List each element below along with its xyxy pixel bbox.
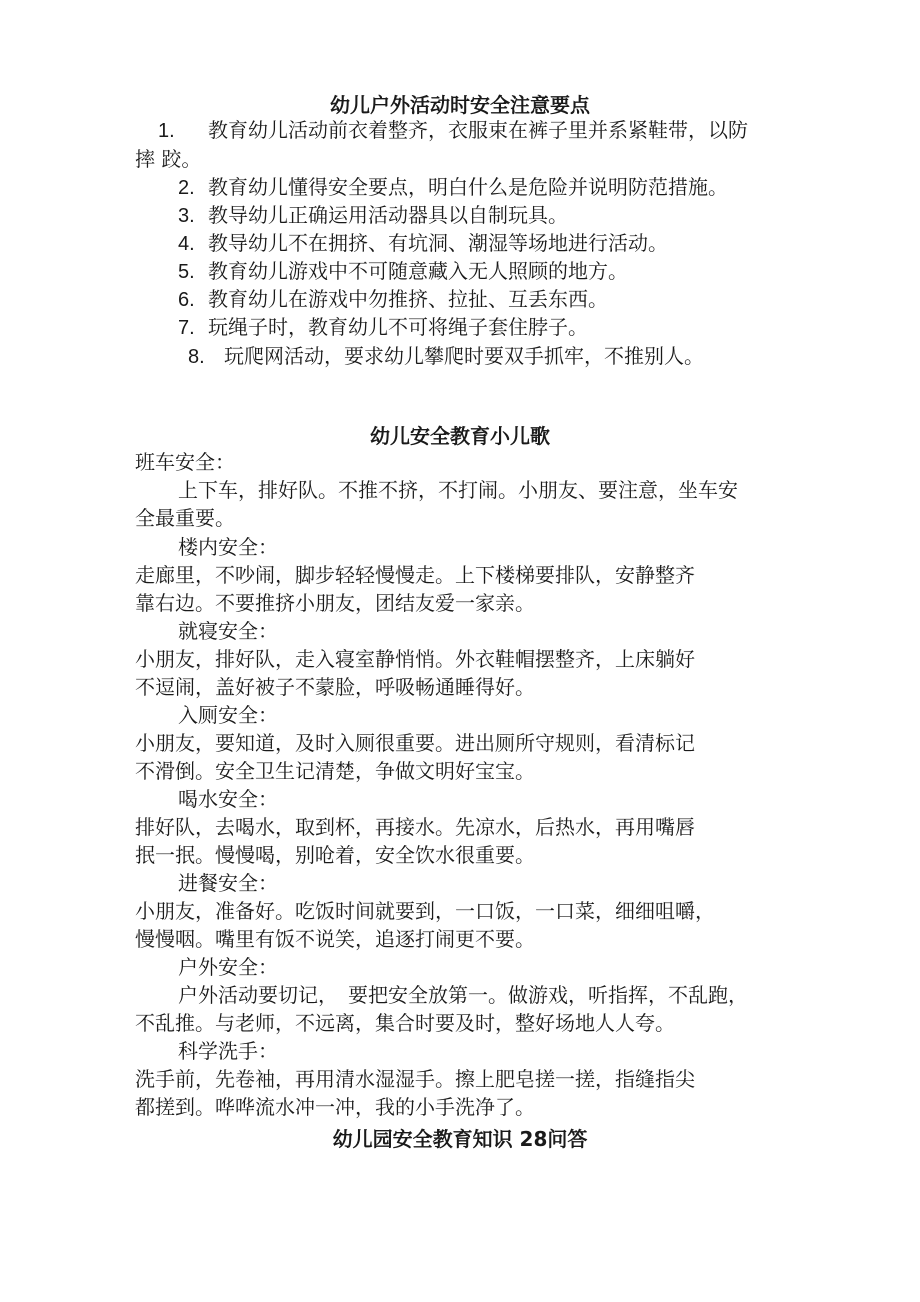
block-line: 洗手前，先卷袖，再用清水湿湿手。擦上肥皂搓一搓，指缝指尖 [135,1067,695,1091]
list-item-8 [188,344,704,369]
block-line: 排好队，去喝水，取到杯，再接水。先凉水，后热水，再用嘴唇 [135,815,695,839]
item-number: 5. [178,261,195,283]
block-line: 不乱推。与老师，不远离，集合时要及时，整好场地人人夸。 [135,1011,675,1035]
item-text: 教育幼儿游戏中不可随意藏入无人照顾的地方。 [208,259,628,283]
block-line: 走廊里，不吵闹，脚步轻轻慢慢走。上下楼梯要排队，安静整齐 [135,563,695,587]
block-line: 全最重要。 [135,506,235,530]
block-line: 不逗闹，盖好被子不蒙脸，呼吸畅通睡得好。 [135,675,535,699]
block-line: 小朋友，要知道，及时入厕很重要。进出厕所守规则，看清标记 [135,731,695,755]
item-number: 2. [178,177,195,199]
block-heading: 喝水安全： [178,787,278,811]
item-text: 教育幼儿在游戏中勿推挤、拉扯、互丢东西。 [208,287,608,311]
block-heading: 科学洗手： [178,1039,278,1063]
item-number: 3. [178,205,195,227]
item-number: 7. [178,317,195,339]
section2-title: 幼儿安全教育小儿歌 [370,424,550,448]
list-item-3 [178,203,568,228]
item-text: 教导幼儿不在拥挤、有坑洞、潮湿等场地进行活动。 [208,231,668,255]
item-number: 4. [178,233,195,255]
item-text: 教育幼儿懂得安全要点，明白什么是危险并说明防范措施。 [208,175,728,199]
block-line: 户外活动要切记， 要把安全放第一。做游戏，听指挥，不乱跑， [178,983,748,1007]
block-line: 小朋友，准备好。吃饭时间就要到，一口饭，一口菜，细细咀嚼， [135,899,715,923]
block-line: 不滑倒。安全卫生记清楚，争做文明好宝宝。 [135,759,535,783]
list-item-5 [178,259,628,284]
item-number: 1. [158,120,175,142]
block-heading: 进餐安全： [178,871,278,895]
item-number: 8. [188,346,205,368]
block-line: 抿一抿。慢慢喝，别呛着，安全饮水很重要。 [135,843,535,867]
item-text: 玩绳子时，教育幼儿不可将绳子套住脖子。 [208,315,588,339]
block-heading: 户外安全： [178,955,278,979]
list-item-2 [178,175,728,200]
block-line: 上下车，排好队。不推不挤，不打闹。小朋友、要注意，坐车安 [178,478,738,502]
block-line: 都搓到。哗哗流水冲一冲，我的小手洗净了。 [135,1095,535,1119]
block-line: 慢慢咽。嘴里有饭不说笑，追逐打闹更不要。 [135,927,535,951]
block-heading: 班车安全： [135,450,235,474]
block-line: 小朋友，排好队，走入寝室静悄悄。外衣鞋帽摆整齐，上床躺好 [135,647,695,671]
section3-title: 幼儿园安全教育知识 28问答 [332,1127,588,1151]
list-item-7 [178,315,588,340]
list-item-4 [178,231,668,256]
list-item-1 [158,118,748,143]
block-heading: 就寝安全： [178,619,278,643]
item-text: 教育幼儿活动前衣着整齐，衣服束在裤子里并系紧鞋带，以防 [208,118,748,142]
list-item-1-continuation: 摔 跤。 [135,147,202,171]
item-text: 玩爬网活动，要求幼儿攀爬时要双手抓牢，不推别人。 [224,344,704,368]
block-heading: 楼内安全： [178,535,278,559]
item-number: 6. [178,289,195,311]
block-heading: 入厕安全： [178,703,278,727]
list-item-6 [178,287,608,312]
item-text: 教导幼儿正确运用活动器具以自制玩具。 [208,203,568,227]
block-line: 靠右边。不要推挤小朋友，团结友爱一家亲。 [135,591,535,615]
section1-title: 幼儿户外活动时安全注意要点 [330,93,590,117]
